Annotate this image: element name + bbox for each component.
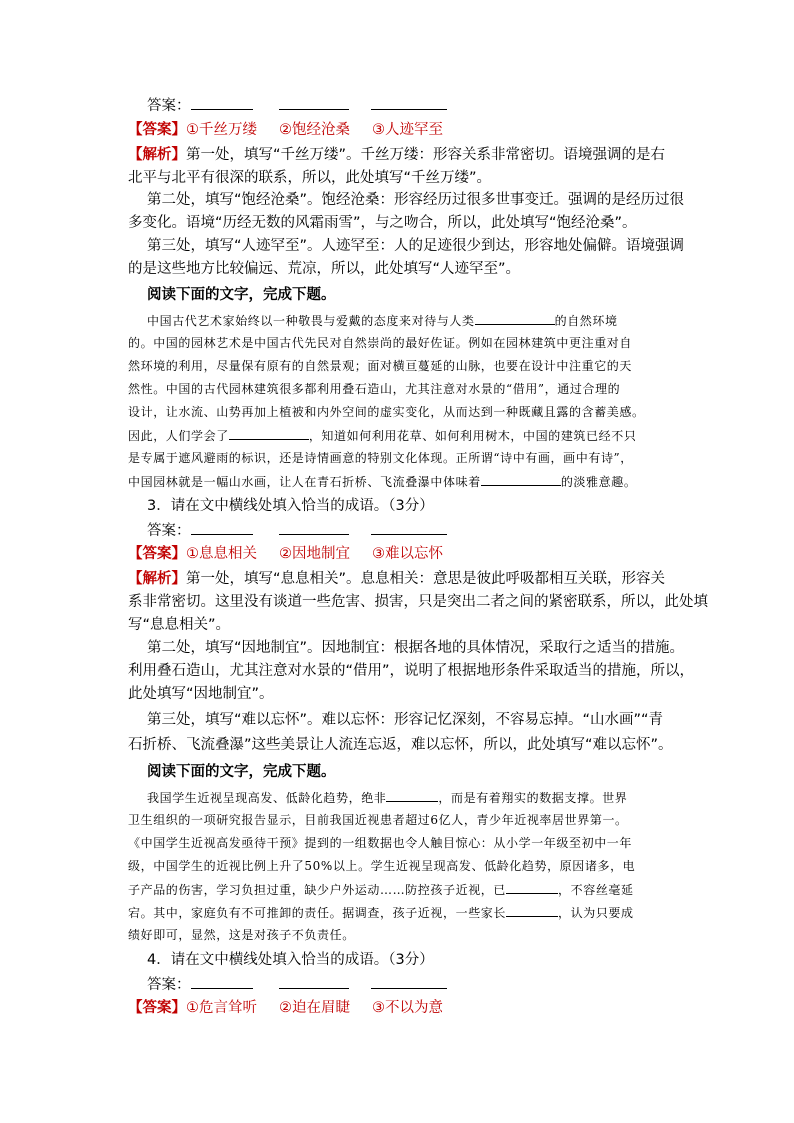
answer-key-4 (128, 998, 689, 1018)
analysis-line: 多变化。语境“历经无数的风霜雨雪”，与之吻合，所以，此处填写“饱经沧桑”。 (128, 215, 637, 231)
analysis-tag: 【解析】 (128, 147, 186, 163)
analysis-line (128, 569, 689, 589)
answer-item: ②迫在眉睫 (279, 1000, 350, 1016)
passage-text: 因此，人们学会了 (128, 429, 229, 443)
answer-key-1 (128, 120, 689, 140)
passage-line: 的。中国的园林艺术是中国古代先民对自然崇尚的最好佐证。例如在园林建筑中更注重对自 (128, 336, 633, 350)
question-3: 3．请在文中横线处填入恰当的成语。（3分） (147, 498, 434, 514)
passage-line (128, 879, 689, 900)
passage-blank (386, 787, 438, 802)
analysis-line: 利用叠石造山，尤其注意对水景的“借用”，说明了根据地形条件采取适当的措施，所以， (128, 663, 695, 679)
analysis-line: 石折桥、飞流叠瀑”这些美景让人流连忘返，难以忘怀，所以，此处填写“难以忘怀”。 (128, 737, 673, 753)
analysis-line: 第三处，填写“难以忘怀”。难以忘怀：形容记忆深刻，不容易忘掉。“山水画”“青 (147, 712, 664, 728)
analysis-text: 第一处，填写“息息相关”。息息相关：意思是彼此呼吸都相互关联，形容关 (186, 571, 666, 587)
answer-label: 答案： (147, 98, 191, 114)
answer-item: ①千丝万缕 (186, 122, 257, 138)
answer-blank (191, 520, 253, 535)
passage-line (147, 310, 689, 331)
answer-item: ③不以为意 (372, 1000, 443, 1016)
answer-blank (279, 520, 349, 535)
passage-line: 是专属于遮风避雨的标识，还是诗情画意的特别文化体现。正所谓“诗中有画，画中有诗”， (128, 451, 633, 465)
answer-tag: 【答案】 (128, 122, 186, 138)
answer-blank (371, 974, 447, 989)
passage-line: 设计，让水流、山势再加上植被和内外空间的虚实变化，从而达到一种既藏且露的含蓄美感。 (128, 405, 645, 419)
passage-text: 子产品的伤害，学习负担过重，缺少户外运动……防控孩子近视，已 (128, 883, 507, 897)
answer-item: ②饱经沧桑 (279, 122, 350, 138)
analysis-line (128, 145, 689, 165)
answer-blank (191, 974, 253, 989)
analysis-line: 第三处，填写“人迹罕至”。人迹罕至：人的足迹很少到达，形容地处偏僻。语境强调 (147, 238, 685, 254)
analysis-line: 此处填写“因地制宜”。 (128, 686, 274, 702)
passage-text: ，认为只要成 (558, 906, 634, 920)
passage-text: 宕。其中，家庭负有不可推卸的责任。据调查，孩子近视，一些家长 (128, 906, 507, 920)
analysis-line: 的是这些地方比较偏远、荒凉，所以，此处填写“人迹罕至”。 (128, 261, 521, 277)
answer-item: ①息息相关 (186, 546, 257, 562)
passage-blank (506, 902, 558, 917)
passage-text: 我国学生近视呈现高发、低龄化趋势，绝非 (147, 791, 387, 805)
passage-line: 级，中国学生的近视比例上升了50%以上。学生近视呈现高发、低龄化趋势，原因诸多，电 (128, 859, 636, 873)
passage-text: 的自然环境 (554, 314, 618, 328)
answer-blank (371, 95, 447, 110)
answer-blank (371, 520, 447, 535)
answer-item: ③人迹罕至 (372, 122, 443, 138)
analysis-line: 第二处，填写“饱经沧桑”。饱经沧桑：形容经历过很多世事变迁。强调的是经历过很 (147, 192, 685, 208)
passage-text: 中国园林就是一幅山水画，让人在青石折桥、飞流叠瀑中体味着 (128, 475, 481, 489)
answer-item: ②因地制宜 (279, 546, 350, 562)
passage-blank (481, 471, 561, 486)
passage-blank (475, 310, 555, 325)
answer-key-3 (128, 544, 689, 564)
passage-line: 卫生组织的一项研究报告显示，目前我国近视患者超过6亿人，青少年近视率居世界第一。 (128, 813, 628, 827)
section-heading: 阅读下面的文字，完成下题。 (147, 287, 336, 303)
analysis-line: 第二处，填写“因地制宜”。因地制宜：根据各地的具体情况，采取行之适当的措施。 (147, 640, 685, 656)
passage-line: 绩好即可，显然，这是对孩子不负责任。 (128, 928, 355, 942)
analysis-line: 系非常密切。这里没有谈道一些危害、损害，只是突出二者之间的紧密联系，所以，此处填 (128, 594, 708, 610)
answer-blank (279, 974, 349, 989)
passage-text: ，而是有着翔实的数据支撑。世界 (438, 791, 628, 805)
answer-tag: 【答案】 (128, 546, 186, 562)
passage-blank (506, 879, 558, 894)
answer-blank (279, 95, 349, 110)
section-heading: 阅读下面的文字，完成下题。 (147, 764, 336, 780)
analysis-text: 第一处，填写“千丝万缕”。千丝万缕：形容关系非常密切。语境强调的是右 (186, 147, 666, 163)
analysis-line: 北平与北平有很深的联系，所以，此处填写“千丝万缕”。 (128, 170, 492, 186)
passage-text: 中国古代艺术家始终以一种敬畏与爱戴的态度来对待与人类 (147, 314, 475, 328)
answer-tag: 【答案】 (128, 1000, 186, 1016)
passage-text: ，知道如何利用花草、如何利用树木，中国的建筑已经不只 (308, 429, 637, 443)
passage-text: ，不容丝毫延 (558, 883, 634, 897)
analysis-line: 写“息息相关”。 (128, 617, 231, 633)
answer-line-4 (147, 974, 689, 995)
answer-label: 答案： (147, 977, 191, 993)
passage-line (128, 471, 689, 492)
passage-text: 的淡雅意趣。 (560, 475, 637, 489)
passage-line: 然性。中国的古代园林建筑很多都利用叠石造山，尤其注意对水景的“借用”，通过合理的 (128, 382, 621, 396)
question-4: 4．请在文中横线处填入恰当的成语。（3分） (147, 952, 434, 968)
passage-blank (229, 425, 309, 440)
answer-item: ①危言耸听 (186, 1000, 257, 1016)
analysis-tag: 【解析】 (128, 571, 186, 587)
answer-label: 答案： (147, 523, 191, 539)
answer-blank (191, 95, 253, 110)
passage-line (147, 787, 689, 808)
answer-line-1 (147, 95, 689, 116)
passage-line (128, 425, 689, 446)
answer-line-3 (147, 520, 689, 541)
answer-item: ③难以忘怀 (372, 546, 443, 562)
passage-line: 然环境的利用，尽量保有原有的自然景观；面对横亘蔓延的山脉，也要在设计中注重它的天 (128, 359, 633, 373)
passage-line: 《中国学生近视高发亟待干预》提到的一组数据也令人触目惊心：从小学一年级至初中一年 (128, 836, 633, 850)
passage-line (128, 902, 689, 923)
